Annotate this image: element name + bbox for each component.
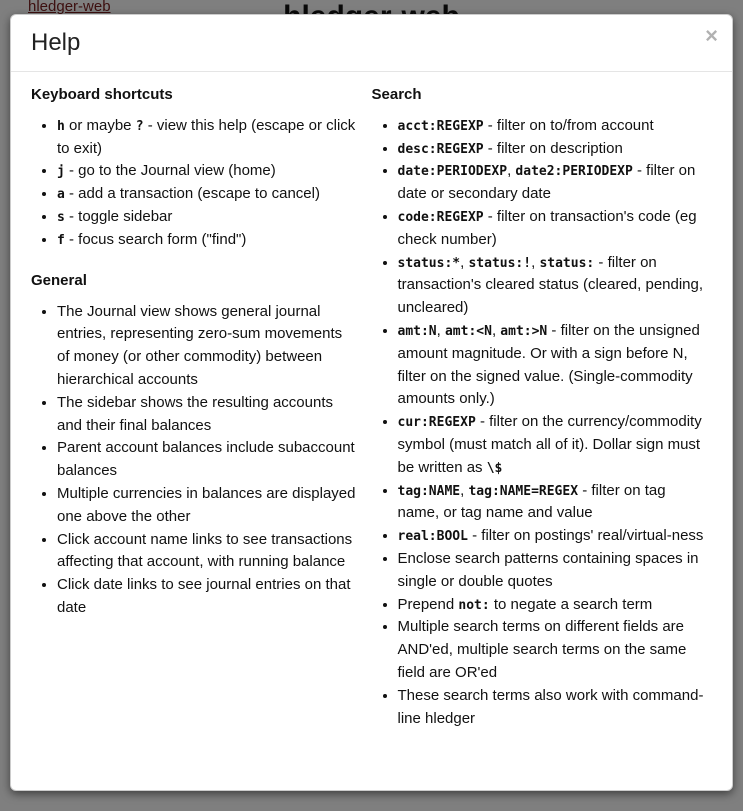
text-span: - filter on to/from account bbox=[483, 116, 654, 134]
code-span: tag:NAME=REGEX bbox=[468, 483, 579, 499]
section-heading-general: General bbox=[31, 271, 87, 289]
code-span: not: bbox=[458, 597, 490, 613]
text-span: Enclose search patterns containing spaces in single or double quotes bbox=[397, 549, 699, 590]
code-span: status:* bbox=[397, 255, 461, 271]
text-span: - filter on description bbox=[483, 139, 623, 157]
modal-title: Help bbox=[31, 29, 81, 56]
modal-body bbox=[11, 72, 732, 761]
text-span: Click account name links to see transactions affecting that account, with running balance bbox=[57, 530, 353, 571]
text-span: Click date links to see journal entries on that date bbox=[57, 576, 351, 616]
code-span: amt:N bbox=[397, 323, 437, 339]
code-span: date2:PERIODEXP bbox=[515, 164, 633, 180]
code-span: f bbox=[57, 232, 65, 248]
general-list bbox=[31, 301, 356, 620]
code-span: amt:>N bbox=[500, 323, 548, 339]
code-span: a bbox=[57, 187, 65, 203]
list-item bbox=[57, 574, 356, 620]
code-span: acct:REGEXP bbox=[397, 118, 484, 134]
text-span: - go to the Journal view (home) bbox=[64, 162, 276, 180]
text-span: - view this help (escape or click to exit) bbox=[57, 116, 356, 157]
text-span: - filter on the unsigned amount magnitude. Or with a sign before N, filter on the signed value. (Single-commodity amounts only.) bbox=[397, 321, 700, 408]
right-column bbox=[372, 86, 713, 751]
list-item bbox=[398, 480, 711, 526]
code-span: ? bbox=[135, 118, 144, 134]
code-span: desc:REGEXP bbox=[397, 141, 484, 157]
keyboard-shortcuts-list bbox=[31, 115, 356, 252]
code-span: date:PERIODEXP bbox=[397, 164, 508, 180]
list-item bbox=[57, 392, 356, 438]
list-item bbox=[57, 160, 356, 183]
code-span: tag:NAME bbox=[397, 483, 461, 499]
text-span: , bbox=[436, 321, 445, 339]
list-item bbox=[398, 685, 711, 731]
list-item bbox=[57, 183, 356, 206]
list-item bbox=[57, 229, 356, 252]
help-modal bbox=[10, 14, 733, 791]
text-span: The Journal view shows general journal entries, representing zero-sum movements of money (or other commodity) between hierarchical accounts bbox=[57, 302, 343, 388]
text-span: , bbox=[460, 481, 469, 499]
code-span: code:REGEXP bbox=[397, 209, 484, 225]
text-span: - toggle sidebar bbox=[64, 207, 173, 225]
list-item bbox=[398, 548, 711, 594]
text-span: , bbox=[491, 321, 501, 339]
text-span: - focus search form ("find") bbox=[64, 230, 247, 248]
code-span: amt:<N bbox=[444, 323, 492, 339]
list-item bbox=[398, 616, 711, 684]
list-item bbox=[398, 138, 711, 161]
code-span: real:BOOL bbox=[397, 529, 468, 545]
list-item bbox=[57, 529, 356, 575]
text-span: , bbox=[531, 253, 540, 271]
list-item bbox=[398, 320, 711, 411]
section-heading-keyboard-shortcuts: Keyboard shortcuts bbox=[31, 85, 173, 103]
list-item bbox=[57, 115, 356, 161]
text-span: - filter on tag name, or tag name and value bbox=[397, 481, 666, 522]
list-item bbox=[57, 483, 356, 529]
list-item bbox=[398, 411, 711, 479]
list-item bbox=[398, 252, 711, 320]
text-span: , bbox=[507, 162, 516, 180]
search-list bbox=[372, 115, 711, 731]
close-icon[interactable]: × bbox=[705, 23, 718, 48]
text-span: These search terms also work with command-line hledger bbox=[397, 686, 704, 727]
code-span: s bbox=[57, 209, 65, 225]
list-item bbox=[398, 594, 711, 617]
text-span: Prepend bbox=[397, 595, 459, 613]
list-item bbox=[398, 160, 711, 206]
text-span: or maybe bbox=[64, 116, 136, 134]
code-span: \$ bbox=[486, 460, 503, 476]
text-span: Parent account balances include subaccount balances bbox=[57, 439, 355, 480]
text-span: The sidebar shows the resulting accounts and their final balances bbox=[57, 393, 333, 434]
code-span: status:! bbox=[468, 255, 532, 271]
list-item bbox=[398, 115, 711, 138]
code-span: status: bbox=[539, 255, 595, 271]
list-item bbox=[57, 437, 356, 483]
text-span: - filter on postings' real/virtual-ness bbox=[467, 527, 704, 545]
text-span: , bbox=[460, 253, 469, 271]
text-span: Multiple search terms on different fields are AND'ed, multiple search terms on the same field are OR'ed bbox=[397, 618, 687, 681]
text-span: Multiple currencies in balances are displayed one above the other bbox=[57, 484, 356, 525]
modal-header bbox=[11, 15, 732, 72]
text-span: - filter on date or secondary date bbox=[397, 162, 696, 203]
list-item bbox=[57, 301, 356, 392]
code-span: j bbox=[57, 164, 65, 180]
text-span: - add a transaction (escape to cancel) bbox=[64, 185, 320, 203]
code-span: cur:REGEXP bbox=[397, 415, 476, 431]
left-column bbox=[31, 86, 372, 751]
section-heading-search: Search bbox=[371, 85, 422, 103]
text-span: - filter on transaction's code (eg check number) bbox=[397, 207, 697, 248]
text-span: - filter on transaction's cleared status (cleared, pending, uncleared) bbox=[397, 253, 704, 317]
list-item bbox=[398, 206, 711, 252]
text-span: to negate a search term bbox=[489, 595, 653, 613]
list-item bbox=[398, 525, 711, 548]
list-item bbox=[57, 206, 356, 229]
code-span: h bbox=[57, 118, 65, 134]
text-span: - filter on the currency/commodity symbol (must match all of it). Dollar sign must be written as bbox=[397, 413, 702, 476]
